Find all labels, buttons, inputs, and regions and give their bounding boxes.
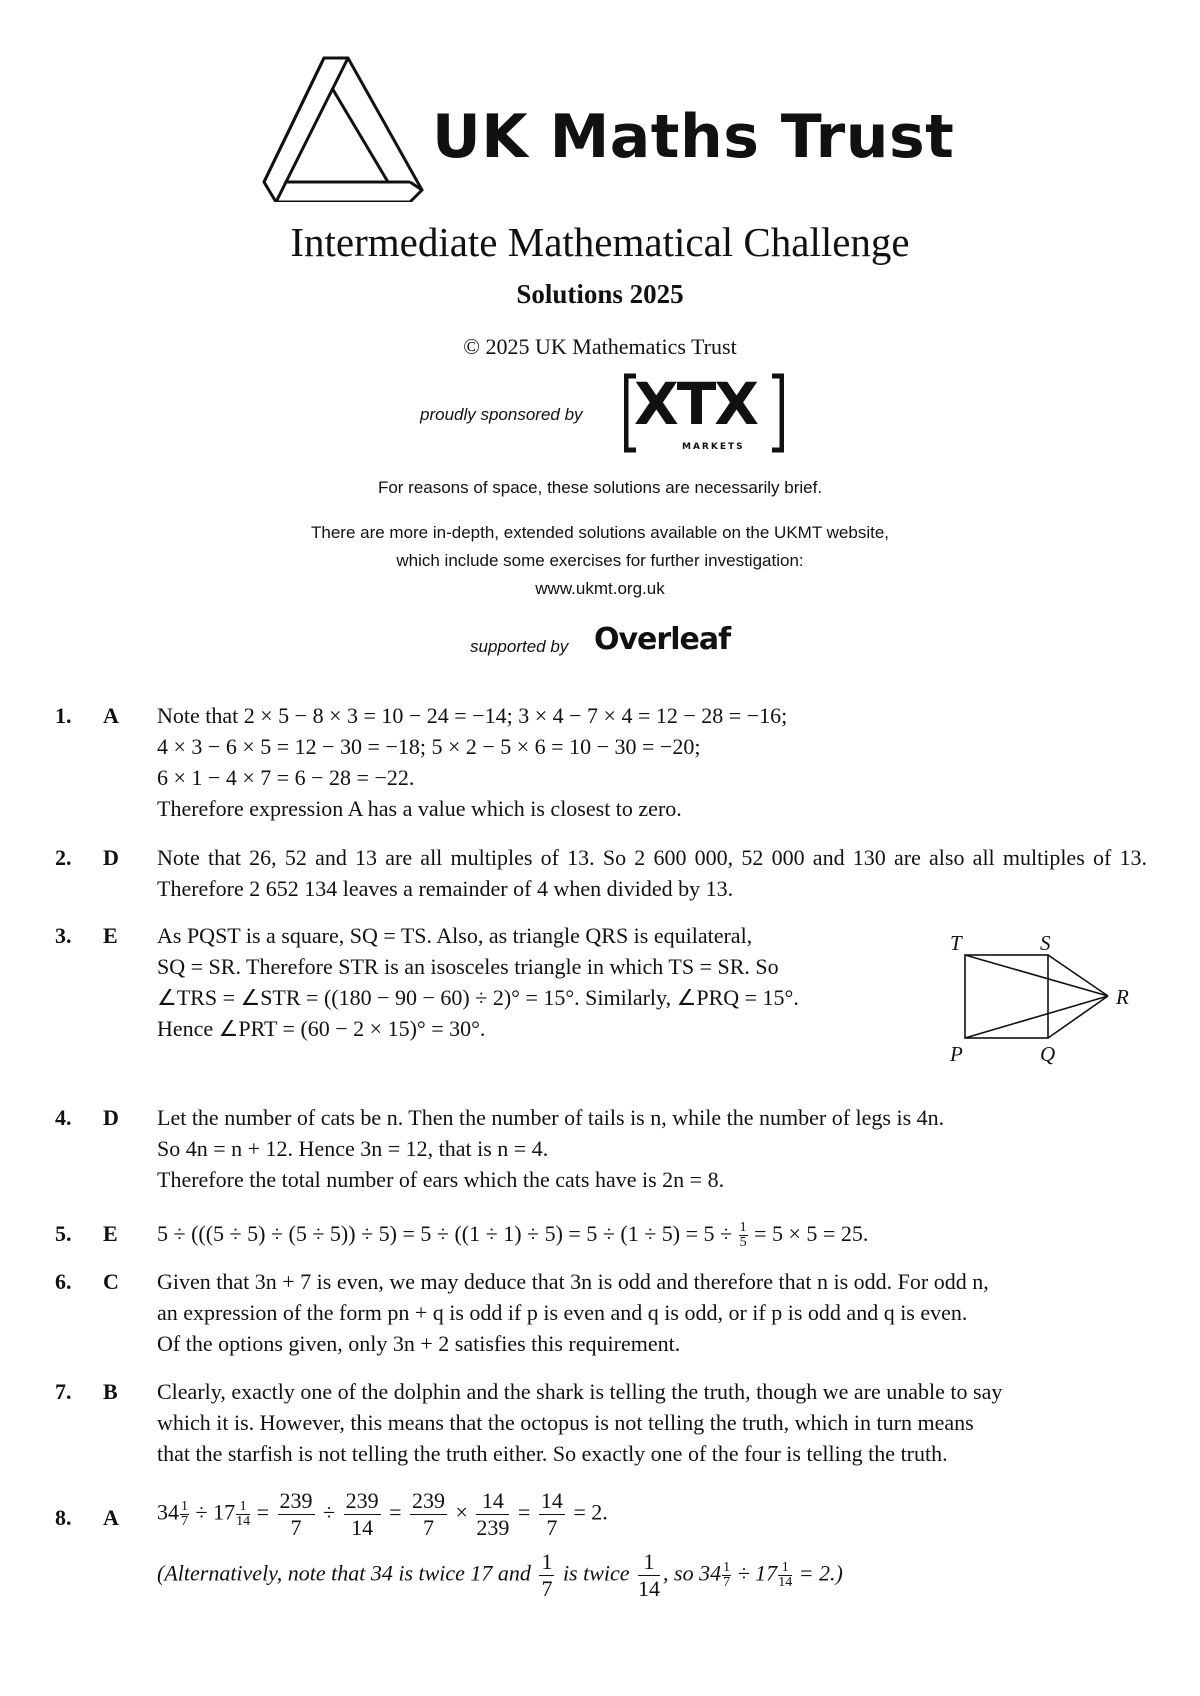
- question-number: 3.: [55, 923, 72, 948]
- question-number: 1.: [55, 703, 72, 728]
- solution-line: Hence ∠PRT = (60 − 2 × 15)° = 30°.: [157, 1016, 486, 1041]
- solution-text: 5 ÷ (((5 ÷ 5) ÷ (5 ÷ 5)) ÷ 5) = 5 ÷ ((1 ÷ 1) ÷ 5) = 5 ÷ (1 ÷ 5) = 5 ÷: [157, 1221, 733, 1246]
- solution-line: So 4n = n + 12. Hence 3n = 12, that is n = 4.: [157, 1136, 549, 1161]
- solution-line: that the starfish is not telling the truth either. So exactly one of the four is telling the truth.: [157, 1441, 948, 1466]
- solution-line: Clearly, exactly one of the dolphin and the shark is telling the truth, though we are unable to say: [157, 1379, 1003, 1404]
- segment-tr: [965, 955, 1108, 996]
- overleaf-logo: Overleaf: [594, 622, 731, 657]
- solution-line: ∠TRS = ∠STR = ((180 − 90 − 60) ÷ 2)° = 15°. Similarly, ∠PRQ = 15°.: [157, 985, 799, 1010]
- equation-line: 34 $\frac{1}{7}$ ÷ 17 $\frac{1}{14}$ = $\frac{239}{7}$ ÷ $\frac{239}{14}$ = $\frac{239}{7}$ × $\frac{14}{239}$ = $\frac{14}{7}$ = 2.: [157, 1488, 608, 1540]
- xtx-logo: [624, 372, 784, 452]
- answer-letter: E: [103, 1221, 118, 1246]
- sponsor-label: proudly sponsored by: [420, 405, 583, 424]
- page-title: Intermediate Mathematical Challenge: [290, 219, 910, 265]
- answer-letter: A: [103, 703, 119, 728]
- fraction: $\frac{14}{239}$: [476, 1488, 510, 1540]
- label-p: P: [950, 1042, 963, 1066]
- fraction: $\frac{14}{7}$: [540, 1488, 563, 1540]
- solution-text: = 5 × 5 = 25.: [754, 1221, 869, 1246]
- supported-label: supported by: [470, 637, 569, 656]
- solution-line: an expression of the form pn + q is odd if p is even and q is odd, or if p is odd and q is even.: [157, 1300, 968, 1325]
- xtx-logo-text: XTX: [634, 370, 757, 438]
- penrose-triangle-icon: [262, 52, 432, 202]
- answer-letter: B: [103, 1379, 118, 1404]
- question-number: 4.: [55, 1105, 72, 1130]
- fraction: $\frac{239}{7}$: [412, 1488, 445, 1540]
- label-q: Q: [1040, 1042, 1056, 1066]
- logo-text: UK Maths Trust: [432, 102, 955, 172]
- solution-line: Given that 3n + 7 is even, we may deduce that 3n is odd and therefore that n is odd. For odd n,: [157, 1269, 989, 1294]
- solution-line: 4 × 3 − 6 × 5 = 12 − 30 = −18; 5 × 2 − 5 × 6 = 10 − 30 = −20;: [157, 734, 701, 759]
- solution-line: As PQST is a square, SQ = TS. Also, as triangle QRS is equilateral,: [157, 923, 753, 948]
- answer-letter: A: [103, 1505, 119, 1530]
- fraction: $\frac{239}{14}$: [345, 1488, 379, 1540]
- solution-line: SQ = SR. Therefore STR is an isosceles triangle in which TS = SR. So: [157, 954, 779, 979]
- alternative-note: (Alternatively, note that 34 is twice 17 and $\frac{1}{7}$ is twice $\frac{1}{14}$ , so 34 $\frac{1}{7}$ ÷ 17 $\frac{1}{14}$ = 2.): [157, 1549, 843, 1601]
- question-number: 5.: [55, 1221, 72, 1246]
- label-r: R: [1116, 985, 1129, 1009]
- brevity-note: For reasons of space, these solutions are necessarily brief.: [377, 478, 823, 497]
- question-number: 7.: [55, 1379, 72, 1404]
- answer-letter: D: [103, 845, 119, 870]
- segment-sr: [1048, 955, 1108, 996]
- solution-line: Of the options given, only 3n + 2 satisfies this requirement.: [157, 1331, 681, 1356]
- answer-letter: C: [103, 1269, 119, 1294]
- solution-text: Note that 26, 52 and 13 are all multiples of 13. So 2 600 000, 52 000 and 130 are also all multiples of 13. Therefore 2 652 134 leaves a remainder of 4 when divided by 13.: [157, 845, 1147, 901]
- website-note-line1: There are more in-depth, extended solutions available on the UKMT website,: [310, 523, 889, 542]
- question-number: 6.: [55, 1269, 72, 1294]
- answer-letter: D: [103, 1105, 119, 1130]
- solution-line: which it is. However, this means that the octopus is not telling the truth, which in turn means: [157, 1410, 974, 1435]
- label-s: S: [1040, 931, 1051, 955]
- solution-line: Therefore the total number of ears which the cats have is 2n = 8.: [157, 1167, 725, 1192]
- fraction: $\frac{1}{5}$: [739, 1220, 747, 1251]
- xtx-logo-subtext: MARKETS: [682, 442, 745, 452]
- page-subtitle: Solutions 2025: [516, 279, 684, 309]
- fraction: $\frac{239}{7}$: [279, 1488, 313, 1540]
- question-number: 8.: [55, 1505, 72, 1530]
- square-triangle-diagram: [940, 930, 1140, 1070]
- website-url[interactable]: www.ukmt.org.uk: [535, 579, 665, 598]
- question-number: 2.: [55, 845, 72, 870]
- ukmt-logo: [262, 52, 962, 207]
- label-t: T: [950, 931, 962, 955]
- solution-line: 6 × 1 − 4 × 7 = 6 − 28 = −22.: [157, 765, 415, 790]
- answer-letter: E: [103, 923, 118, 948]
- segment-pr: [965, 996, 1108, 1038]
- solution-line: Note that 2 × 5 − 8 × 3 = 10 − 24 = −14; 3 × 4 − 7 × 4 = 12 − 28 = −16;: [157, 703, 788, 728]
- solution-line: Let the number of cats be n. Then the number of tails is n, while the number of legs is 4n.: [157, 1105, 945, 1130]
- solution-line: Therefore expression A has a value which is closest to zero.: [157, 796, 682, 821]
- copyright-notice: © 2025 UK Mathematics Trust: [463, 334, 737, 359]
- segment-qr: [1048, 996, 1108, 1038]
- website-note-line2: which include some exercises for further investigation:: [396, 551, 804, 570]
